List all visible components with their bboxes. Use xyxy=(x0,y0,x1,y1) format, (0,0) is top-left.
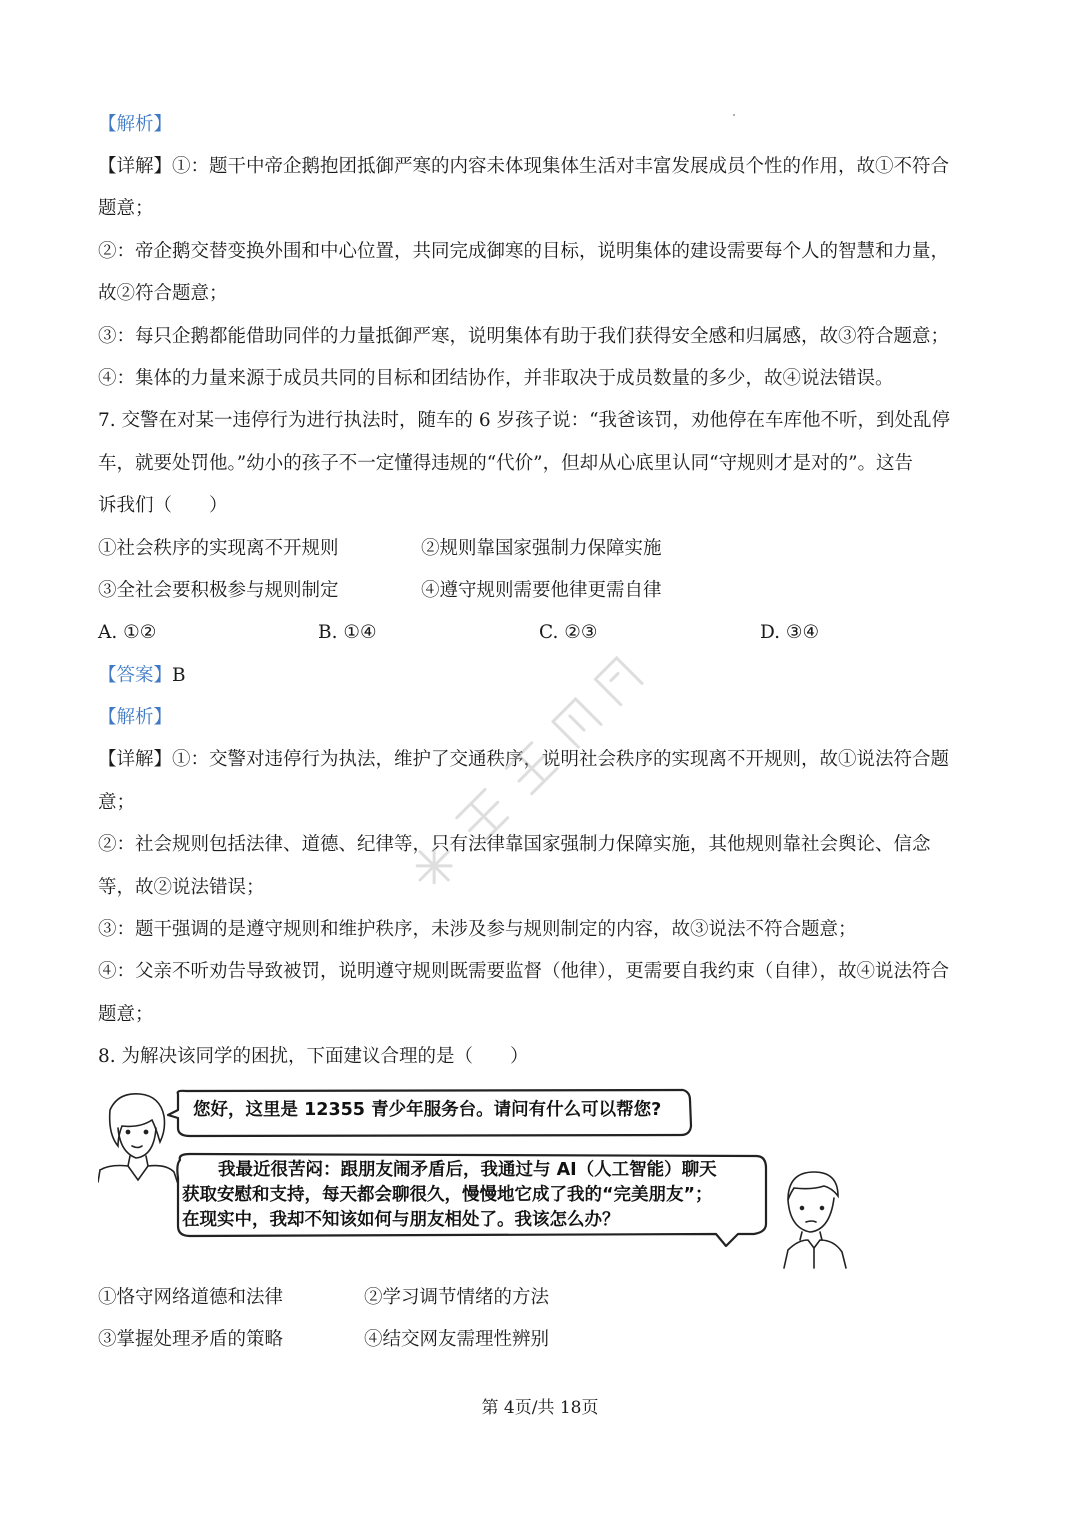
q7-option-a: A. ①② xyxy=(98,622,157,643)
q6-analysis-tag: 【解析】 xyxy=(98,114,173,135)
q6-point-2-line-1: ②：帝企鹅交替变换外围和中心位置，共同完成御寒的目标，说明集体的建设需要每个人的智慧和力量， xyxy=(98,241,950,262)
q7-detail-tag: 【详解】 xyxy=(98,749,173,770)
q8-statement-3: ③掌握处理矛盾的策略 xyxy=(98,1329,284,1350)
q7-point-2-line-1: ②：社会规则包括法律、道德、纪律等，只有法律靠国家强制力保障实施，其他规则靠社会舆论、信念 xyxy=(98,834,931,855)
q7-point-3: ③：题干强调的是遵守规则和维护秩序，未涉及参与规则制定的内容，故③说法不符合题意； xyxy=(98,919,857,940)
q7-statement-4: ④遵守规则需要他律更需自律 xyxy=(421,580,662,601)
q7-statement-2: ②规则靠国家强制力保障实施 xyxy=(421,538,662,559)
bubble-2-line-3: 在现实中，我却不知该如何与朋友相处了。我该怎么办？ xyxy=(182,1210,620,1230)
q7-point-4-line-1: ④：父亲不听劝告导致被罚，说明遵守规则既需要监督（他律），更需要自我约束（自律），故④说法符合 xyxy=(98,961,950,982)
q7-detail-text: ①：交警对违停行为执法，维护了交通秩序，说明社会秩序的实现离不开规则，故①说法符合题 xyxy=(172,749,950,770)
q6-detail-text: ①：题干中帝企鹅抱团抵御严寒的内容未体现集体生活对丰富发展成员个性的作用，故①不符合 xyxy=(172,156,950,177)
q6-point-4: ④：集体的力量来源于成员共同的目标和团结协作，并非取决于成员数量的多少，故④说法错误。 xyxy=(98,368,894,389)
q7-answer-tag: 【答案】 xyxy=(98,665,173,686)
q8-statement-1: ①恪守网络道德和法律 xyxy=(98,1287,284,1308)
q7-answer-line xyxy=(98,663,988,689)
q6-point-3: ③：每只企鹅都能借助同伴的力量抵御严寒，说明集体有助于我们获得安全感和归属感，故③符合题意； xyxy=(98,326,950,347)
q8-stem: 8. 为解决该同学的困扰，下面建议合理的是（ ） xyxy=(98,1046,529,1067)
boy-figure-icon xyxy=(784,1172,846,1268)
bubble-2-line-1: 我最近很苦闷：跟朋友闹矛盾后，我通过与 AI（人工智能）聊天 xyxy=(218,1160,717,1180)
q7-point-2-line-2: 等，故②说法错误； xyxy=(98,877,265,898)
q7-detail-line-1 xyxy=(98,747,988,773)
q8-statement-2: ②学习调节情绪的方法 xyxy=(364,1287,550,1308)
q7-stem-line-1: 7. 交警在对某一违停行为进行执法时，随车的 6 岁孩子说：“我爸该罚，劝他停在车库他不听，到处乱停 xyxy=(98,410,951,431)
woman-figure-icon xyxy=(98,1094,178,1184)
q7-stem-line-2: 车，就要处罚他。”幼小的孩子不一定懂得违规的“代价”，但却从心底里认同“守规则才是对的”。这告 xyxy=(98,453,914,474)
q7-statement-3: ③全社会要积极参与规则制定 xyxy=(98,580,339,601)
q7-detail-line-2: 意； xyxy=(98,792,136,813)
bubble-2-line-2: 获取安慰和支持，每天都会聊很久，慢慢地它成了我的“完美朋友”； xyxy=(182,1185,713,1205)
page-footer: 第 4页/共 18页 xyxy=(481,1398,599,1418)
q6-detail-tag: 【详解】 xyxy=(98,156,173,177)
q6-detail-line-1 xyxy=(98,154,988,180)
q6-detail-line-2: 题意； xyxy=(98,198,154,219)
q8-cartoon xyxy=(98,1088,858,1273)
q7-statement-1: ①社会秩序的实现离不开规则 xyxy=(98,538,339,559)
q7-point-4-line-2: 题意； xyxy=(98,1004,154,1025)
q7-option-b: B. ①④ xyxy=(318,622,377,643)
q7-option-c: C. ②③ xyxy=(539,622,598,643)
q7-stem-line-3: 诉我们（ ） xyxy=(98,495,228,516)
q8-statement-4: ④结交网友需理性辨别 xyxy=(364,1329,550,1350)
q7-answer: B xyxy=(172,665,186,686)
q6-point-2-line-2: 故②符合题意； xyxy=(98,283,228,304)
q7-analysis-tag: 【解析】 xyxy=(98,707,173,728)
q7-option-d: D. ③④ xyxy=(760,622,820,643)
bubble-1-text: 您好，这里是 12355 青少年服务台。请问有什么可以帮您? xyxy=(193,1100,662,1120)
